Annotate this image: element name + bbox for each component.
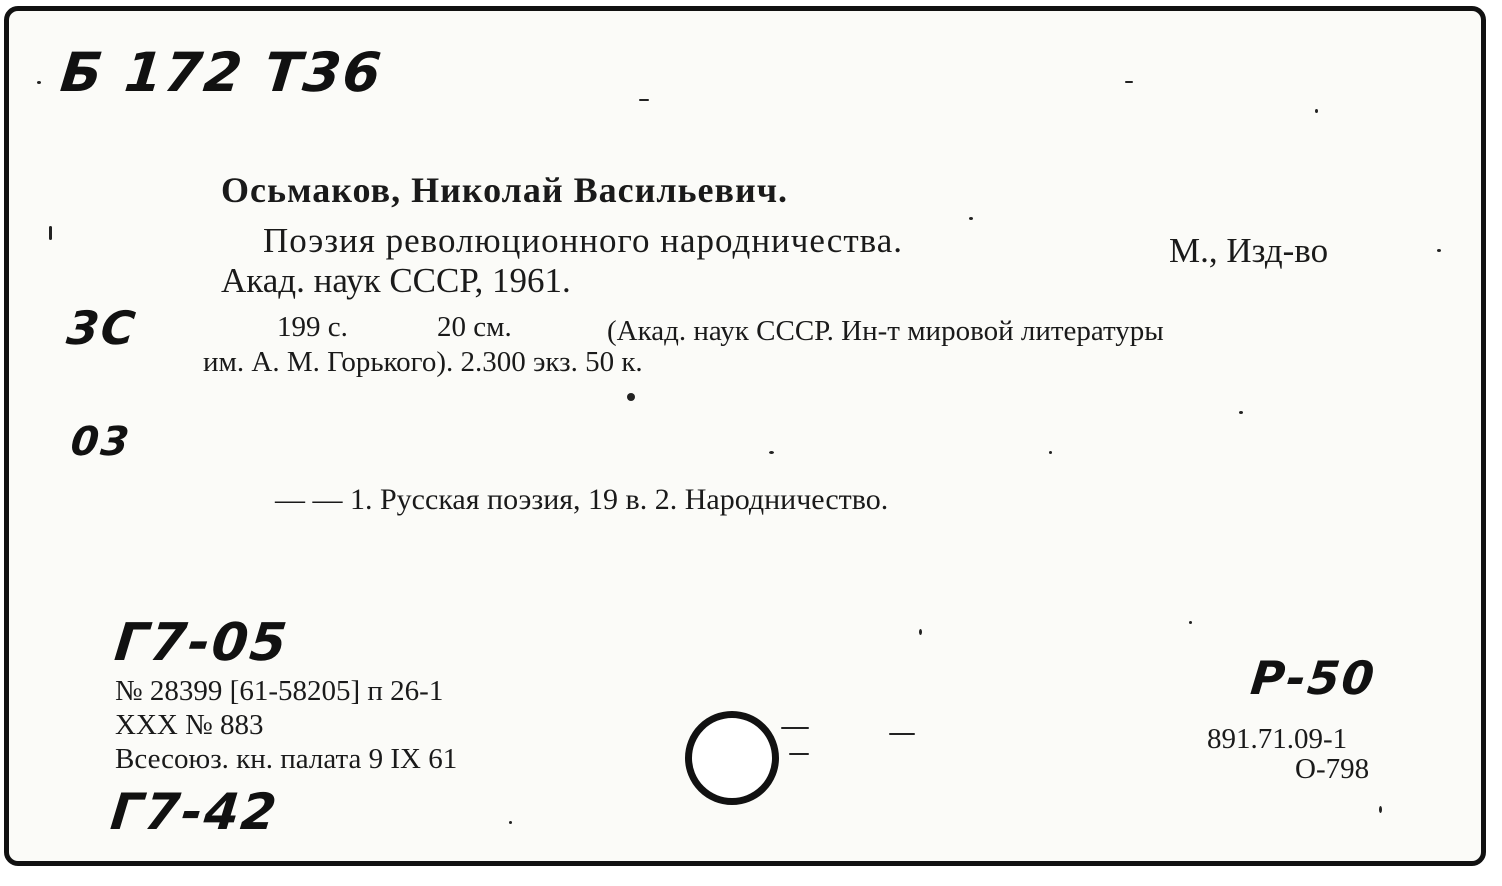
scan-speck (781, 727, 809, 729)
subject-headings: — — 1. Русская поэзия, 19 в. 2. Народничество. (275, 483, 889, 516)
book-chamber: Всесоюз. кн. палата 9 IX 61 (115, 743, 458, 775)
handwritten-mark-left-2: 03 (68, 419, 134, 465)
size: 20 см. (437, 311, 512, 343)
title-line-2: Акад. наук СССР, 1961. (221, 261, 571, 300)
record-line: № 28399 [61-58205] п 26-1 (115, 675, 444, 707)
scan-speck (1189, 621, 1192, 624)
series-number: XXX № 883 (115, 709, 264, 741)
title-line-1: Поэзия революционного народничества. (263, 221, 903, 260)
scan-speck (1437, 249, 1441, 252)
handwritten-mark-bottom-1: Г7-05 (111, 613, 292, 673)
scan-speck (789, 753, 809, 755)
scan-speck (1049, 451, 1052, 454)
scan-speck (37, 81, 41, 84)
scan-speck (1125, 81, 1133, 83)
punch-hole (685, 711, 779, 805)
author-mark: О-798 (1295, 753, 1370, 785)
series-line-1: (Акад. наук СССР. Ин-т мировой литературы (607, 315, 1164, 347)
scan-speck (509, 821, 512, 824)
handwritten-mark-left: 3С (64, 301, 140, 355)
scan-speck (1239, 411, 1243, 414)
handwritten-mark-right: Р-50 (1248, 651, 1379, 705)
scan-speck (919, 629, 922, 635)
publisher-place: М., Изд-во (1169, 231, 1329, 270)
scan-speck (1315, 109, 1318, 113)
handwritten-call-number: Б 172 Т36 (57, 41, 386, 104)
scan-speck (1379, 806, 1382, 813)
scan-speck (639, 99, 649, 101)
scan-speck (769, 451, 774, 454)
scan-speck (969, 217, 973, 220)
author-heading: Осьмаков, Николай Васильевич. (221, 170, 789, 210)
classification-number: 891.71.09-1 (1207, 723, 1348, 755)
scan-speck (889, 733, 915, 735)
series-line-2: им. А. М. Горького). 2.300 экз. 50 к. (203, 346, 643, 378)
handwritten-mark-bottom-2: Г7-42 (107, 783, 282, 841)
catalog-card (4, 6, 1486, 866)
scan-speck (49, 226, 52, 240)
scan-speck (627, 393, 635, 401)
pages: 199 с. (277, 311, 348, 343)
